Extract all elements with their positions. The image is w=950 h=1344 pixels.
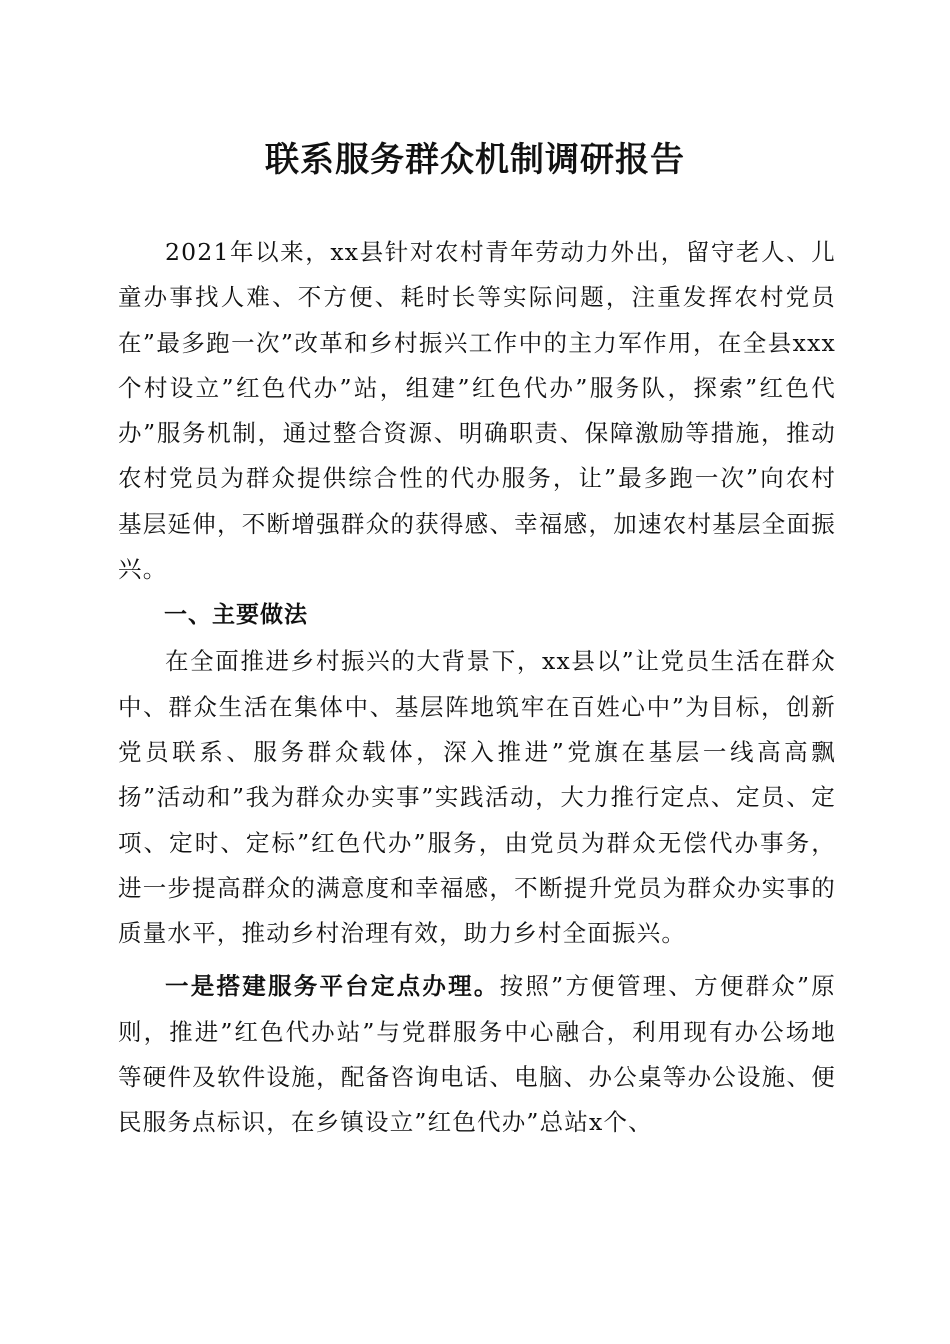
document-body: [118, 230, 836, 1146]
item-lead-text: 一是搭建服务平台定点办理。: [165, 972, 500, 1001]
item-body-text: 按照”方便管理、方便群众”原则，推进”红色代办站”与党群服务中心融合，利用现有办公场地等硬件及软件设施，配备咨询电话、电脑、办公桌等办公设施、便民服务点标识，在乡镇设立”红色代办”总站x个、: [118, 972, 836, 1137]
item-paragraph-platform: [118, 964, 836, 1145]
intro-paragraph: 2021年以来，xx县针对农村青年劳动力外出，留守老人、儿童办事找人难、不方便、耗时长等实际问题，注重发挥农村党员在”最多跑一次”改革和乡村振兴工作中的主力军作用，在全县xxx个村设立”红色代办”站，组建”红色代办”服务队，探索”红色代办”服务机制，通过整合资源、明确职责、保障激励等措施，推动农村党员为群众提供综合性的代办服务，让”最多跑一次”向农村基层延伸，不断增强群众的获得感、幸福感，加速农村基层全面振兴。: [118, 238, 836, 584]
document-title: 联系服务群众机制调研报告: [265, 140, 685, 180]
section-paragraph: 在全面推进乡村振兴的大背景下，xx县以”让党员生活在群众中、群众生活在集体中、基层阵地筑牢在百姓心中”为目标，创新党员联系、服务群众载体，深入推进”党旗在基层一线高高飘扬”活动和”我为群众办实事”实践活动，大力推行定点、定员、定项、定时、定标”红色代办”服务，由党员为群众无偿代办事务，进一步提高群众的满意度和幸福感，不断提升党员为群众办实事的质量水平，推动乡村治理有效，助力乡村全面振兴。: [118, 647, 836, 948]
section-heading-main-practices: 一、主要做法: [164, 602, 308, 629]
